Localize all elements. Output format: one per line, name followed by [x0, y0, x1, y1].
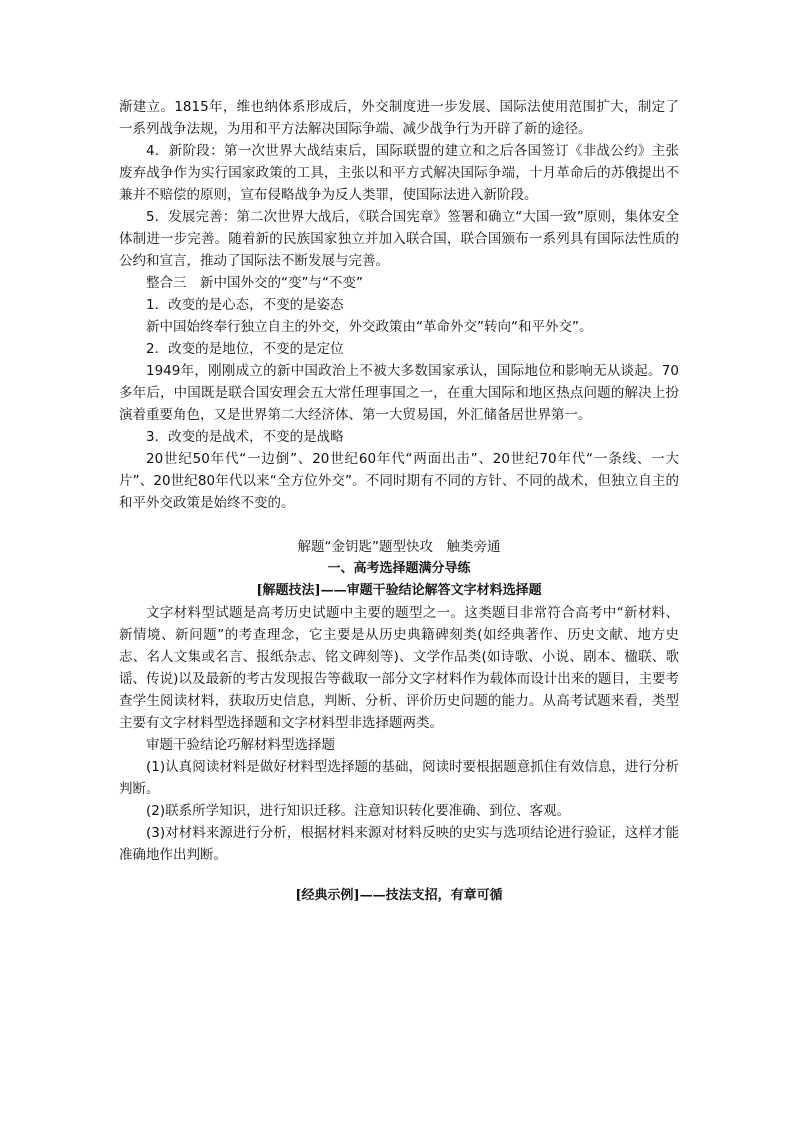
item-1-body: 新中国始终奉行独立自主的外交，外交政策由“革命外交”转向“和平外交”。: [146, 319, 593, 335]
item-1-title: 1．改变的是心态，不变的是姿态: [146, 297, 344, 313]
document-page: [119, 96, 679, 907]
item-2-title: 2．改变的是地位，不变的是定位: [146, 341, 344, 357]
method-step-3: (3)对材料来源进行分析，根据材料来源对材料反映的史实与选项结论进行验证，这样才能准确地作出判断。: [119, 825, 679, 863]
method-heading: [解题技法]——审题干验结论解答文字材料选择题: [256, 583, 542, 598]
example-heading: [经典示例]——技法支招，有章可循: [295, 888, 503, 903]
paragraph-vienna-system: 渐建立。1815年，维也纳体系形成后，外交制度进一步发展、国际法使用范围扩大，制定了一系列战争法规，为用和平方法解决国际争端、减少战争行为开辟了新的途径。: [119, 99, 679, 137]
item-3-title: 3．改变的是战术，不变的是战略: [146, 429, 344, 445]
paragraph-development: 5．发展完善：第二次世界大战后，《联合国宪章》签署和确立“大国一致”原则，集体安全体制进一步完善。随着新的民族国家独立并加入联合国，联合国颁布一系列具有国际法性质的公约和宣言，推动了国际法不断发展与完善。: [119, 209, 679, 269]
paragraph-new-stage: 4．新阶段：第一次世界大战结束后，国际联盟的建立和之后各国签订《非战公约》主张废弃战争作为实行国家政策的工具，主张以和平方式解决国际争端，十月革命后的苏俄提出不兼并不赔偿的原则，宣布侵略战争为反人类罪，使国际法进入新阶段。: [119, 143, 679, 203]
method-title: 审题干验结论巧解材料型选择题: [146, 737, 335, 753]
section-heading-integration-3: 整合三 新中国外交的“变”与“不变”: [146, 275, 363, 291]
method-step-2: (2)联系所学知识，进行知识迁移。注意知识转化要准确、到位、客观。: [146, 803, 571, 819]
spacer: [119, 514, 679, 536]
spacer: [119, 866, 679, 885]
solve-subtitle: 一、高考选择题满分导练: [327, 561, 471, 576]
intro-paragraph: 文字材料型试题是高考历史试题中主要的题型之一。这类题目非常符合高考中“新材料、新情境、新问题”的考查理念，它主要是从历史典籍碑刻类(如经典著作、历史文献、地方史志、名人文集或名言、报纸杂志、铭文碑刻等)、文学作品类(如诗歌、小说、剧本、楹联、歌谣、传说)以及最新的考古发现报告等截取一部分文字材料作为载体而设计出来的题目，主要考查学生阅读材料，获取历史信息，判断、分析、评价历史问题的能力。从高考试题来看，类型主要有文字材料型选择题和文字材料型非选择题两类。: [119, 605, 679, 731]
item-2-body: 1949年，刚刚成立的新中国政治上不被大多数国家承认，国际地位和影响无从谈起。70多年后，中国既是联合国安理会五大常任理事国之一，在重大国际和地区热点问题的解决上扮演着重要角色，又是世界第二大经济体、第一大贸易国，外汇储备居世界第一。: [119, 363, 679, 423]
solve-title: 解题“金钥匙”题型快攻 触类旁通: [297, 539, 501, 555]
method-step-1: (1)认真阅读材料是做好材料型选择题的基础，阅读时要根据题意抓住有效信息，进行分析判断。: [119, 759, 679, 797]
item-3-body: 20世纪50年代“一边倒”、20世纪60年代“两面出击”、20世纪70年代“一条线、一大片”、20世纪80年代以来“全方位外交”。不同时期有不同的方针、不同的战术，但独立自主的和平外交政策是始终不变的。: [119, 451, 679, 511]
